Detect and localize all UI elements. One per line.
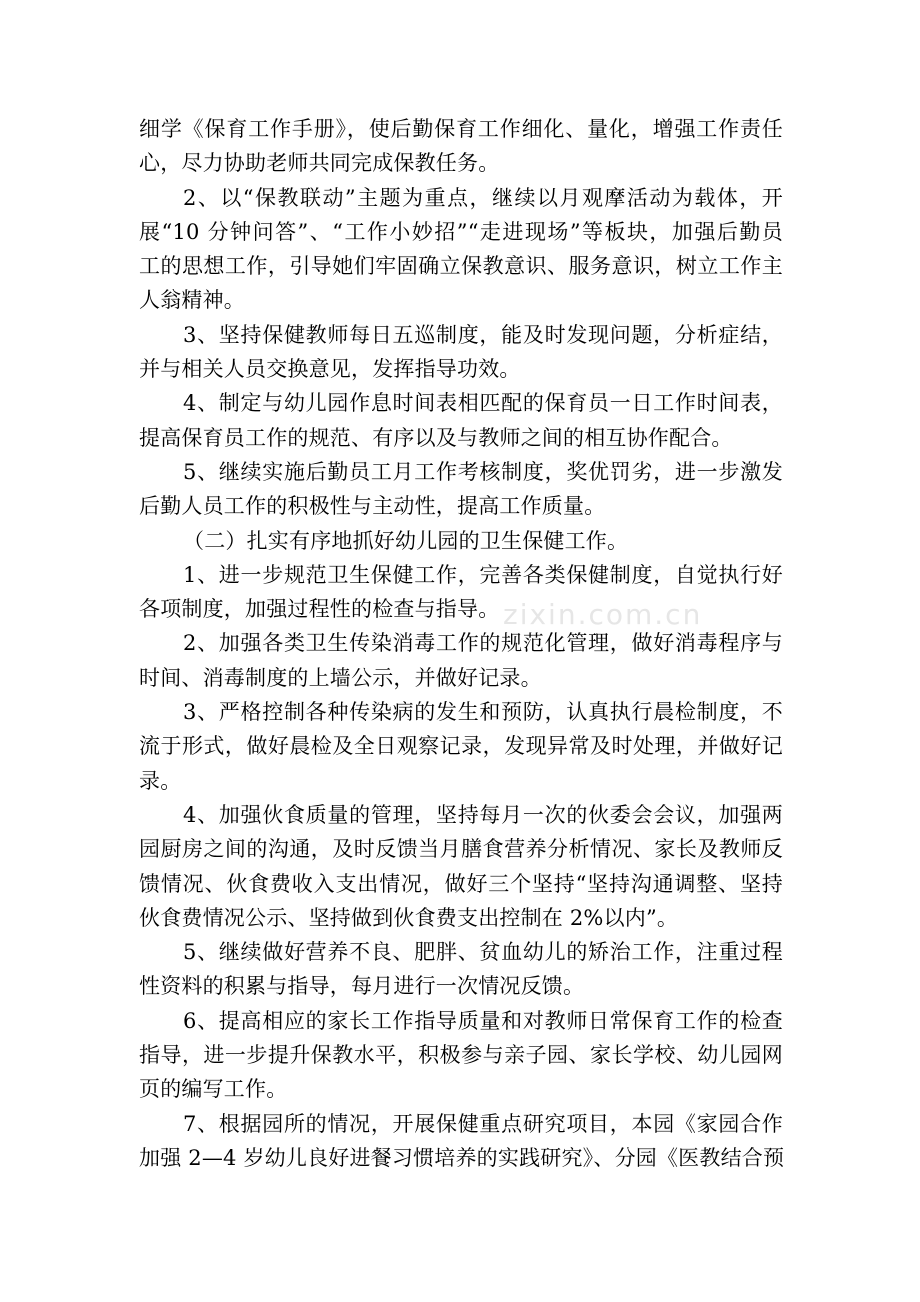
- text-line: 后勤人员工作的积极性与主动性，提高工作质量。: [139, 494, 606, 519]
- text-line: 录。: [139, 768, 182, 793]
- paragraph-s2-item-1: [139, 558, 783, 627]
- paragraph-s2-item-7: [139, 1107, 783, 1176]
- paragraph-s2-item-3: [139, 695, 783, 798]
- paragraph-intro: [139, 112, 783, 181]
- text-line: 2、加强各类卫生传染消毒工作的规范化管理，做好消毒程序与: [183, 631, 783, 656]
- text-line: 5、继续实施后勤员工月工作考核制度，奖优罚劣，进一步激发: [183, 459, 783, 484]
- paragraph-item-4: [139, 386, 783, 455]
- text-line: 时间、消毒制度的上墙公示，并做好记录。: [139, 665, 542, 690]
- text-line: 指导，进一步提升保教水平，积极参与亲子园、家长学校、幼儿园网: [139, 1043, 783, 1068]
- text-line: 伙食费情况公示、坚持做到伙食费支出控制在 2%以内”。: [139, 905, 679, 930]
- paragraph-s2-item-5: [139, 935, 783, 1004]
- text-line: 并与相关人员交换意见，发挥指导功效。: [139, 357, 521, 382]
- document-body: [139, 112, 783, 1175]
- paragraph-item-5: [139, 455, 783, 524]
- section-heading: （二）扎实有序地抓好幼儿园的卫生保健工作。: [183, 528, 629, 553]
- text-line: 4、加强伙食质量的管理，坚持每月一次的伙委会会议，加强两: [183, 802, 783, 827]
- paragraph-item-2: [139, 181, 783, 318]
- text-line: 页的编写工作。: [139, 1077, 288, 1102]
- text-line: 3、坚持保健教师每日五巡制度，能及时发现问题，分析症结，: [183, 322, 783, 347]
- paragraph-item-3: [139, 318, 783, 387]
- text-line: 展“10 分钟问答”、“工作小妙招”“走进现场”等板块，加强后勤员: [139, 219, 783, 244]
- text-line: 流于形式，做好晨检及全日观察记录，发现异常及时处理，并做好记: [139, 734, 783, 759]
- text-line: 工的思想工作，引导她们牢固确立保教意识、服务意识，树立工作主: [139, 254, 783, 279]
- text-line: 1、进一步规范卫生保健工作，完善各类保健制度，自觉执行好: [183, 562, 783, 587]
- text-line: 3、严格控制各种传染病的发生和预防，认真执行晨检制度，不: [183, 700, 783, 725]
- text-line: 细学《保育工作手册》，使后勤保育工作细化、量化，增强工作责任: [139, 117, 783, 141]
- text-line: 馈情况、伙食费收入支出情况，做好三个坚持“坚持沟通调整、坚持: [139, 871, 783, 896]
- text-line: 4、制定与幼儿园作息时间表相匹配的保育员一日工作时间表，: [183, 391, 783, 416]
- text-line: 性资料的积累与指导，每月进行一次情况反馈。: [139, 974, 585, 999]
- text-line: 提高保育员工作的规范、有序以及与教师之间的相互协作配合。: [139, 425, 733, 450]
- paragraph-s2-item-6: [139, 1004, 783, 1107]
- text-line: 7、根据园所的情况，开展保健重点研究项目，本园《家园合作: [183, 1111, 783, 1136]
- text-line: 心，尽力协助老师共同完成保教任务。: [139, 151, 500, 176]
- paragraph-s2-item-4: [139, 798, 783, 935]
- text-line: 2、以“保教联动”主题为重点，继续以月观摩活动为载体，开: [183, 185, 783, 210]
- watermark: zixin.com.cn: [503, 598, 703, 631]
- text-line: 6、提高相应的家长工作指导质量和对教师日常保育工作的检查: [183, 1008, 783, 1033]
- text-line: 人翁精神。: [139, 288, 245, 313]
- section-2-heading: [139, 524, 783, 558]
- text-line: 园厨房之间的沟通，及时反馈当月膳食营养分析情况、家长及教师反: [139, 837, 783, 862]
- text-line: 加强 2—4 岁幼儿良好进餐习惯培养的实践研究》、分园《医教结合预: [139, 1145, 785, 1170]
- text-line: 各项制度，加强过程性的检查与指导。: [139, 597, 500, 622]
- text-line: 5、继续做好营养不良、肥胖、贫血幼儿的矫治工作，注重过程: [183, 940, 783, 965]
- paragraph-s2-item-2: [139, 626, 783, 695]
